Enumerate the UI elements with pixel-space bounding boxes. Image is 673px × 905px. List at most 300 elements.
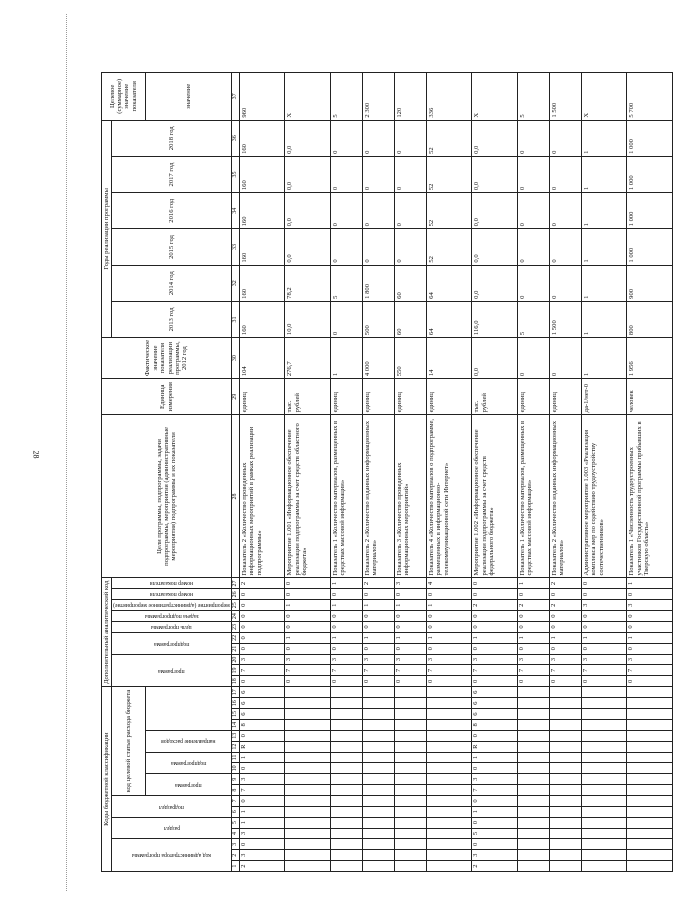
code-digit: 0 [285,611,330,622]
row-year-value: 0,0 [472,229,517,265]
code-digit [581,806,626,817]
code-digit [285,861,330,872]
header-nomer-pokaz: номер показателя [150,580,194,587]
table-row [239,73,284,872]
row-description: Показатель 1 «Количество материалов, размещенных в средствах массовой информации» [517,415,549,578]
code-digit [581,752,626,763]
row-year-value: 0 [394,120,426,156]
code-digit [549,709,581,720]
code-digit [517,861,549,872]
code-digit [330,763,362,774]
row-description: Показатель 1 «Количество материалов, размещенных в средствах массовой информации» [330,415,362,578]
code-digit: R [472,741,517,752]
table-row [581,73,626,872]
code-digit [581,763,626,774]
row-target: 336 [426,73,471,121]
code-digit [517,698,549,709]
column-number: 23 [232,622,240,633]
code-digit: 7 [426,665,471,676]
code-digit [394,806,426,817]
code-digit: 2 [517,600,549,611]
code-digit [627,806,673,817]
row-year-value: 0 [330,120,362,156]
code-digit [362,741,394,752]
code-digit: 6 [472,687,517,698]
code-digit: R [239,741,284,752]
code-digit: 0 [426,589,471,600]
page-number: 28 [31,450,41,459]
column-number: 3 [232,839,240,850]
code-digit: 0 [362,676,394,687]
table-row [426,73,471,872]
header-podprogramma: подпрограмма [154,640,190,647]
row-fact-2012: 276,7 [285,338,330,379]
row-unit: единиц [394,379,426,415]
column-number: 26 [232,589,240,600]
row-year-value: 800 [627,301,673,337]
code-digit [426,806,471,817]
code-digit [362,785,394,796]
header-goals: Цели программы, подпрограммы, задачи подпрограммы, мероприятия (административные мероприятия) подпрограммы и их показатели [102,415,232,578]
column-number: 11 [232,752,240,763]
code-digit [426,730,471,741]
code-digit [285,795,330,806]
code-digit: 0 [549,643,581,654]
code-digit: 0 [362,622,394,633]
code-digit [285,828,330,839]
row-year-value: 500 [362,301,394,337]
header-value: значение [145,73,232,121]
table-row [285,73,330,872]
code-digit: 2 [362,578,394,589]
code-digit [549,752,581,763]
code-digit [426,774,471,785]
code-digit [627,774,673,785]
row-year-value: 0 [330,229,362,265]
row-year-value: 5 [517,301,549,337]
code-digit [394,719,426,730]
code-digit: 1 [627,578,673,589]
row-description: Показатель 2 «Количество изданных информационных материалов» [362,415,394,578]
code-digit: 3 [549,654,581,665]
code-digit [517,752,549,763]
code-digit [394,741,426,752]
row-year-value: 1 [581,229,626,265]
row-year-value: 0,0 [285,120,330,156]
code-digit [330,687,362,698]
code-digit: 0 [627,611,673,622]
row-target: 5 [517,73,549,121]
code-digit: 0 [549,589,581,600]
code-digit [581,795,626,806]
row-year-value: 64 [426,265,471,301]
code-digit: 0 [239,763,284,774]
code-digit: 1 [472,806,517,817]
code-digit [285,774,330,785]
code-digit [426,817,471,828]
code-digit [362,687,394,698]
row-description: Показатель 3 «Количество проведенных информационных мероприятий» [394,415,426,578]
column-numbers-row [232,73,240,872]
row-fact-2012: 1 [330,338,362,379]
code-digit [330,709,362,720]
code-digit [549,806,581,817]
header-podrazdel: подраздел [159,803,185,810]
code-digit [362,698,394,709]
row-description: Показатель 1 «Численность трудоустроенных участников Государственной программы прибывших в Тверскую область» [627,415,673,578]
code-digit: 1 [394,632,426,643]
table-row [472,73,517,872]
code-digit: 0 [627,676,673,687]
code-digit: 0 [362,589,394,600]
row-year-value: 0 [362,193,394,229]
code-digit: 2 [549,600,581,611]
code-digit: 0 [472,763,517,774]
row-year-value: 0 [549,120,581,156]
code-digit [426,785,471,796]
code-digit [581,687,626,698]
code-digit [330,752,362,763]
code-digit [549,828,581,839]
code-digit: 0 [239,730,284,741]
code-digit [285,785,330,796]
row-fact-2012: 0,0 [472,338,517,379]
code-digit: 1 [517,578,549,589]
code-digit [581,828,626,839]
row-fact-2012: 1 956 [627,338,673,379]
row-year-value: 160 [239,301,284,337]
code-digit: 0 [581,643,626,654]
row-year-value: 160 [239,265,284,301]
row-year-value: 5 [330,265,362,301]
code-digit [517,839,549,850]
column-number: 20 [232,654,240,665]
code-digit: 1 [472,752,517,763]
code-digit: 1 [581,632,626,643]
code-digit [330,828,362,839]
row-year-value: 0,0 [472,120,517,156]
code-digit: 0 [362,611,394,622]
code-digit: 1 [239,806,284,817]
row-year-value: 0 [549,156,581,192]
code-digit: 1 [426,600,471,611]
row-year-value: 0 [330,156,362,192]
code-digit [581,839,626,850]
code-digit [330,719,362,730]
code-digit: 0 [426,611,471,622]
header-kbk: Коды бюджетной классификации [102,687,112,872]
row-description: Административное мероприятие 1.003 «Реализация комплекса мер по содействию трудоустройству соотечественников» [581,415,626,578]
row-year-value: 0 [362,120,394,156]
code-digit: 1 [285,600,330,611]
code-digit [549,861,581,872]
code-digit: 1 [330,600,362,611]
code-digit: 0 [394,611,426,622]
code-digit [285,763,330,774]
row-target: 5 700 [627,73,673,121]
code-digit: 0 [330,643,362,654]
code-digit: 0 [426,676,471,687]
code-digit: 0 [581,676,626,687]
code-digit [394,861,426,872]
rotated-table-wrapper [101,72,651,872]
column-number: 34 [232,193,240,229]
code-digit [362,828,394,839]
code-digit: 3 [472,774,517,785]
code-digit: 5 [472,828,517,839]
column-number: 2 [232,850,240,861]
header-programma: программа [158,667,186,674]
code-digit [394,709,426,720]
row-year-value: 0 [517,265,549,301]
code-digit: 3 [394,654,426,665]
column-number: 8 [232,785,240,796]
binding-dotted-line [66,14,67,891]
code-digit: 0 [426,643,471,654]
column-number: 14 [232,719,240,730]
code-digit [627,730,673,741]
code-digit: 0 [330,611,362,622]
code-digit [581,850,626,861]
code-digit: 0 [581,611,626,622]
header-target: Целевое (суммарное) значение показателя [102,73,146,121]
code-digit [517,719,549,730]
code-digit [627,763,673,774]
row-unit: тыс. рублей [285,379,330,415]
code-digit: 1 [394,600,426,611]
row-description: Показатель 2 «Количество изданных информационных материалов» [549,415,581,578]
column-number: 17 [232,687,240,698]
header-2018: 2018 год [112,120,232,156]
code-digit [330,861,362,872]
code-digit [394,698,426,709]
header-fact-2012: Фактическое значение показателя реализации программы, 2012 год [102,338,232,379]
row-fact-2012: 1 [581,338,626,379]
code-digit [426,719,471,730]
code-digit [627,839,673,850]
code-digit: 0 [239,643,284,654]
code-digit [362,861,394,872]
row-year-value: 1 [581,120,626,156]
code-digit: 0 [394,622,426,633]
code-digit: 1 [517,632,549,643]
header-2013: 2013 год [112,301,232,337]
code-digit: 0 [285,578,330,589]
code-digit: 3 [239,774,284,785]
row-year-value: 60 [394,301,426,337]
code-digit [330,806,362,817]
code-digit: 0 [239,611,284,622]
code-digit [581,861,626,872]
code-digit [394,795,426,806]
row-year-value: 0 [394,193,426,229]
code-digit: 0 [394,643,426,654]
code-digit: 0 [239,795,284,806]
code-digit [362,763,394,774]
code-digit [549,698,581,709]
code-digit [426,698,471,709]
code-digit [517,817,549,828]
code-digit: 1 [549,632,581,643]
code-digit [394,763,426,774]
code-digit [426,795,471,806]
row-fact-2012: 0 [549,338,581,379]
code-digit: 0 [549,622,581,633]
code-digit [394,785,426,796]
header-2014: 2014 год [112,265,232,301]
code-digit: 2 [549,578,581,589]
code-digit: 0 [330,589,362,600]
code-digit: 2 [472,861,517,872]
column-number: 32 [232,265,240,301]
header-2015: 2015 год [112,229,232,265]
column-number: 19 [232,665,240,676]
code-digit [330,741,362,752]
table-row [627,73,673,872]
code-digit [426,752,471,763]
code-digit [330,817,362,828]
code-digit: 3 [517,654,549,665]
code-digit: 0 [285,622,330,633]
row-year-value: 1 [581,193,626,229]
code-digit: 4 [426,578,471,589]
code-digit: 0 [581,622,626,633]
code-digit: 3 [239,828,284,839]
header-meropriyatie: мероприятие (административное мероприятие) [113,602,231,609]
header-unit: Единица измерения [102,379,232,415]
code-digit: 7 [581,665,626,676]
code-digit [362,795,394,806]
row-year-value: 64 [426,301,471,337]
code-digit [549,730,581,741]
row-year-value: 52 [426,229,471,265]
column-number: 13 [232,730,240,741]
row-year-value: 0 [549,229,581,265]
row-year-value: 0,0 [472,265,517,301]
code-digit: 7 [627,665,673,676]
row-unit: да-1/нет-0 [581,379,626,415]
row-description: Мероприятие 1.002 «Информационное обеспечение реализации подпрограммы за счет средств федерального бюджета» [472,415,517,578]
code-digit: 1 [426,632,471,643]
code-digit [394,839,426,850]
code-digit: 6 [472,709,517,720]
code-digit: 0 [517,676,549,687]
code-digit [362,752,394,763]
row-target: Х [285,73,330,121]
row-year-value: 60 [394,265,426,301]
row-year-value: 0 [517,156,549,192]
code-digit [517,795,549,806]
code-digit: 8 [472,719,517,730]
code-digit: 1 [239,817,284,828]
column-number: 21 [232,643,240,654]
code-digit [549,839,581,850]
row-fact-2012: 104 [239,338,284,379]
code-digit: 7 [239,785,284,796]
row-year-value: 1 500 [549,301,581,337]
code-digit: 8 [239,719,284,730]
code-digit [285,850,330,861]
code-digit: 1 [330,632,362,643]
row-year-value: 0,0 [472,156,517,192]
code-digit [581,741,626,752]
code-digit: 3 [394,578,426,589]
row-year-value: 160 [239,156,284,192]
code-digit [285,730,330,741]
code-digit [627,709,673,720]
code-digit: 3 [426,654,471,665]
code-digit [549,763,581,774]
row-target: Х [472,73,517,121]
code-digit [549,719,581,730]
code-digit [330,795,362,806]
row-unit: единиц [362,379,394,415]
code-digit [581,817,626,828]
code-digit: 1 [362,632,394,643]
code-digit [627,861,673,872]
row-year-value: 160 [239,193,284,229]
row-unit: единиц [426,379,471,415]
code-digit [394,817,426,828]
row-year-value: 0 [394,229,426,265]
code-digit [517,850,549,861]
header-2017: 2017 год [112,156,232,192]
code-digit: 2 [239,578,284,589]
column-number: 1 [232,861,240,872]
row-unit: тыс. рублей [472,379,517,415]
code-digit [426,850,471,861]
code-digit: 7 [472,665,517,676]
row-unit: человек [627,379,673,415]
code-digit: 7 [472,785,517,796]
row-fact-2012: 14 [426,338,471,379]
header-2016: 2016 год [112,193,232,229]
column-number: 5 [232,817,240,828]
code-digit: 3 [330,654,362,665]
code-digit [330,698,362,709]
row-year-value: 0,0 [285,229,330,265]
code-digit [517,709,549,720]
code-digit: 0 [549,611,581,622]
code-digit: 0 [517,643,549,654]
code-digit: 1 [362,600,394,611]
code-digit: 7 [285,665,330,676]
row-fact-2012: 0 [517,338,549,379]
code-digit: 7 [330,665,362,676]
code-digit [362,806,394,817]
row-year-value: 78,2 [285,265,330,301]
code-digit: 0 [549,676,581,687]
table-row [394,73,426,872]
code-digit: 0 [239,632,284,643]
code-digit: 3 [472,654,517,665]
code-digit: 0 [517,589,549,600]
code-digit: 1 [627,632,673,643]
code-digit: 7 [394,665,426,676]
row-target: Х [581,73,626,121]
header-napravlenie: направление расходов [161,738,216,745]
column-number: 6 [232,806,240,817]
row-year-value: 1 000 [627,229,673,265]
code-digit [394,850,426,861]
code-digit: 0 [627,622,673,633]
row-year-value: 0 [330,301,362,337]
row-year-value: 1 [581,301,626,337]
row-year-value: 0 [517,120,549,156]
code-digit [517,774,549,785]
code-digit: 0 [330,676,362,687]
code-digit: 0 [472,643,517,654]
